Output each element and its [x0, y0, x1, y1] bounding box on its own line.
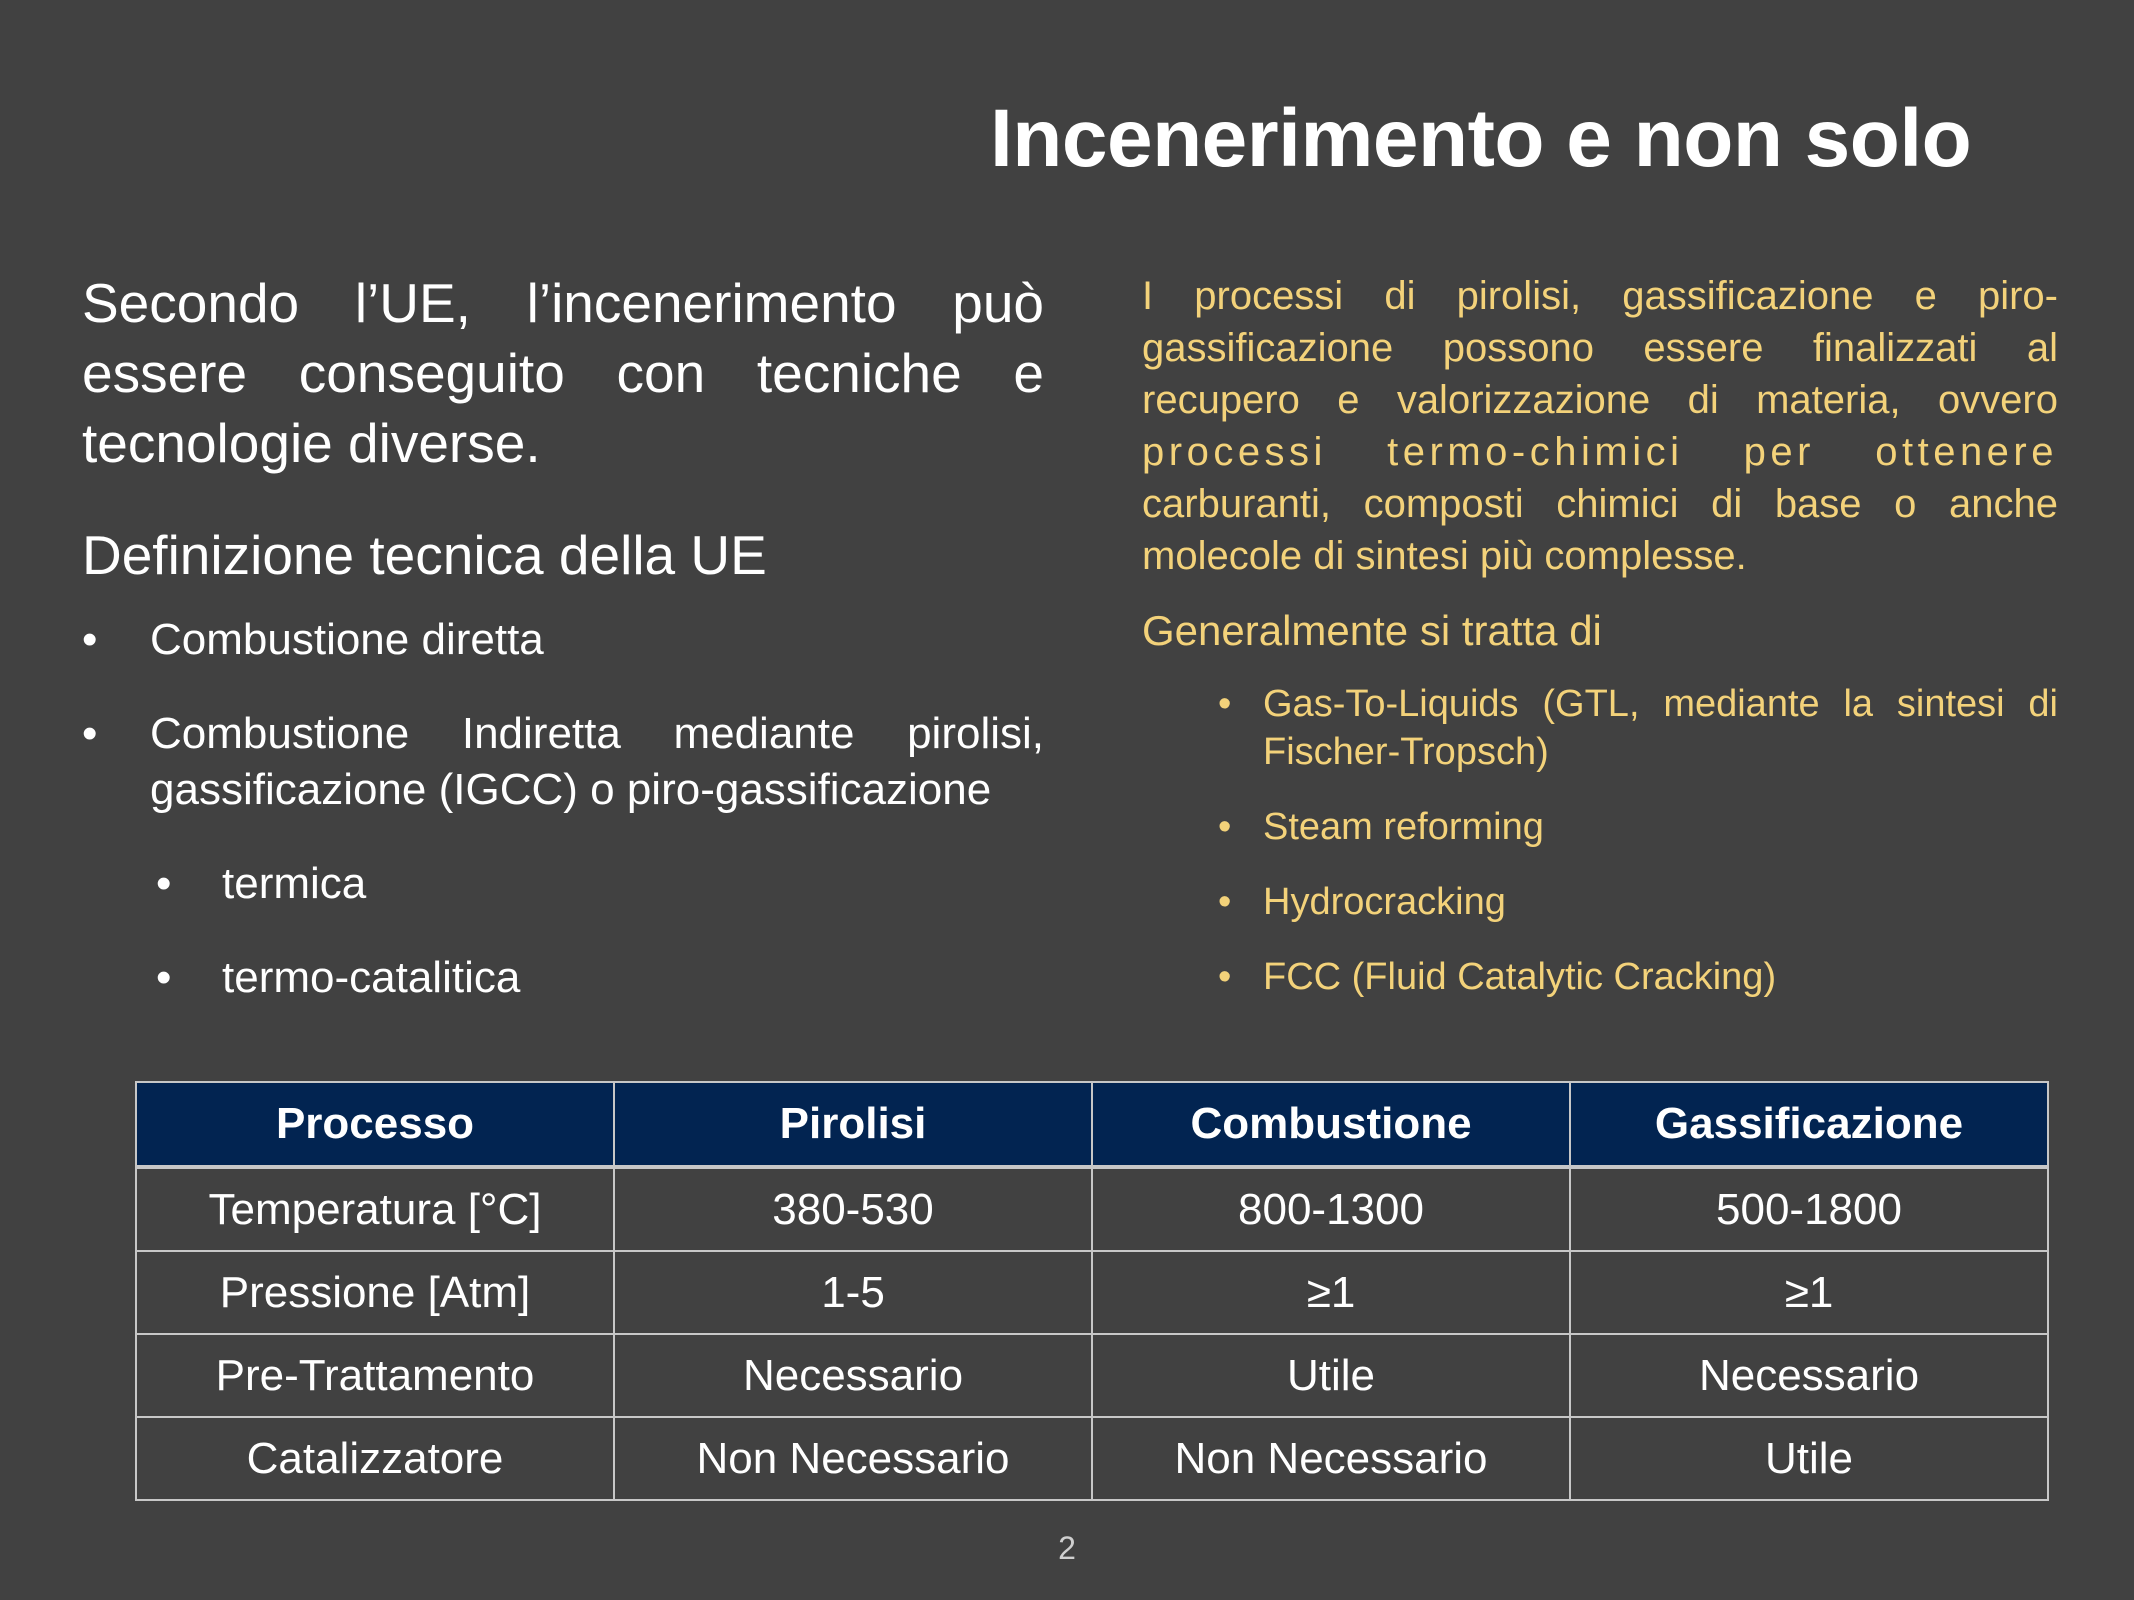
table-cell: Utile [1570, 1417, 2048, 1500]
table-row [136, 1251, 2048, 1334]
slide-title: Incenerimento e non solo [990, 93, 1972, 184]
bullet-icon: • [156, 859, 172, 908]
table-cell: Necessario [1570, 1334, 2048, 1417]
table-cell: ≥1 [1092, 1251, 1570, 1334]
processes-text-spaced: processi termo-chimici per ottenere [1142, 430, 2058, 474]
bullet-icon: • [1218, 806, 1232, 848]
sub-list-item [82, 950, 1044, 1006]
list-item [1142, 680, 2058, 776]
table-cell: Non Necessario [614, 1417, 1092, 1500]
column-header: Processo [136, 1082, 614, 1167]
right-column [1142, 270, 2058, 1001]
page-number: 2 [1058, 1530, 1076, 1566]
list-item-text: Hydrocracking [1263, 881, 1506, 923]
table-cell: ≥1 [1570, 1251, 2048, 1334]
bullet-icon: • [1218, 881, 1232, 923]
left-column [82, 268, 1044, 1006]
sub-list-item [82, 856, 1044, 912]
table-row [136, 1167, 2048, 1251]
intro-paragraph: Secondo l’UE, l’incenerimento può essere conseguito con tecniche e tecnologie diverse. [82, 272, 1044, 474]
table-header-row [136, 1082, 2048, 1167]
process-comparison-table [135, 1081, 2049, 1501]
column-header: Combustione [1092, 1082, 1570, 1167]
bullet-icon: • [82, 615, 98, 664]
list-item [82, 706, 1044, 818]
table-cell: 380-530 [614, 1167, 1092, 1251]
list-item [1142, 803, 2058, 851]
table-cell: Non Necessario [1092, 1417, 1570, 1500]
list-item-text: termica [222, 859, 367, 908]
list-item [1142, 953, 2058, 1001]
list-item-text: Steam reforming [1263, 806, 1544, 848]
processes-paragraph [1142, 270, 2058, 582]
bullet-icon: • [82, 709, 98, 758]
table-row [136, 1334, 2048, 1417]
table-cell: Pressione [Atm] [136, 1251, 614, 1334]
generally-heading: Generalmente si tratta di [1142, 607, 1602, 654]
bullet-icon: • [1218, 683, 1232, 725]
table-cell: Temperatura [°C] [136, 1167, 614, 1251]
table-cell: Pre-Trattamento [136, 1334, 614, 1417]
column-header: Pirolisi [614, 1082, 1092, 1167]
bullet-icon: • [1218, 956, 1232, 998]
list-item-text: FCC (Fluid Catalytic Cracking) [1263, 956, 1777, 998]
table-cell: Necessario [614, 1334, 1092, 1417]
list-item-text: termo-catalitica [222, 953, 521, 1002]
table-cell: 800-1300 [1092, 1167, 1570, 1251]
list-item [1142, 878, 2058, 926]
process-list [1142, 680, 2058, 1001]
list-item-text: Combustione Indiretta mediante pirolisi, gassificazione (IGCC) o piro-gassificazione [150, 709, 1044, 814]
definition-list [82, 612, 1044, 1006]
list-item-text: Combustione diretta [150, 615, 544, 664]
list-item [82, 612, 1044, 668]
column-header: Gassificazione [1570, 1082, 2048, 1167]
table-cell: 1-5 [614, 1251, 1092, 1334]
definition-heading: Definizione tecnica della UE [82, 524, 767, 586]
processes-text-part1: I processi di pirolisi, gassificazione e piro-gassificazione possono essere finalizzati al recupero e valorizzazione di materia, ovvero [1142, 274, 2058, 422]
list-item-text: Gas-To-Liquids (GTL, mediante la sintesi di Fischer-Tropsch) [1263, 683, 2058, 773]
table-cell: Catalizzatore [136, 1417, 614, 1500]
table-cell: 500-1800 [1570, 1167, 2048, 1251]
table-cell: Utile [1092, 1334, 1570, 1417]
bullet-icon: • [156, 953, 172, 1002]
table-row [136, 1417, 2048, 1500]
processes-text-part2: carburanti, composti chimici di base o anche molecole di sintesi più complesse. [1142, 482, 2058, 578]
